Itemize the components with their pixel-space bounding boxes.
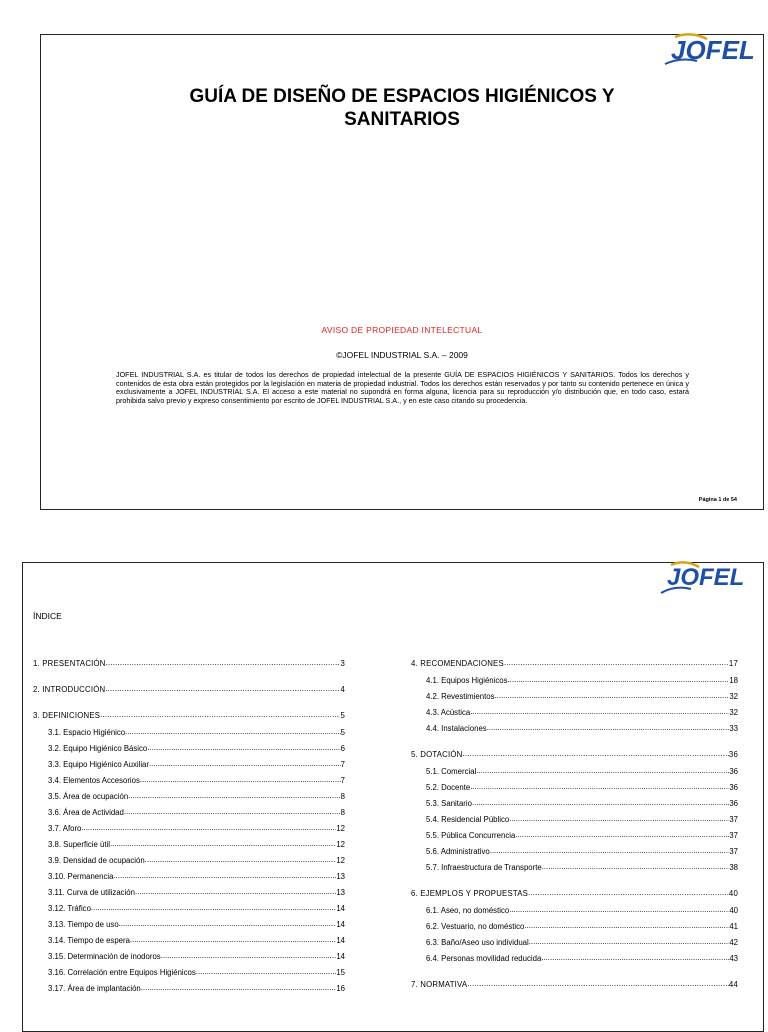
toc-entry[interactable] bbox=[33, 775, 345, 791]
toc-leader-dots bbox=[128, 791, 340, 799]
toc-entry[interactable] bbox=[411, 675, 738, 691]
toc-entry[interactable] bbox=[33, 823, 345, 839]
toc-entry[interactable] bbox=[411, 691, 738, 707]
toc-entry-label: 3.13. Tiempo de uso bbox=[48, 919, 119, 929]
toc-entry-page: 44 bbox=[728, 979, 738, 989]
notice-title: AVISO DE PROPIEDAD INTELECTUAL bbox=[321, 325, 483, 335]
toc-leader-dots bbox=[140, 775, 341, 783]
toc-entry-page: 3 bbox=[340, 658, 345, 668]
document-title-line1: GUÍA DE DISEÑO DE ESPACIOS HIGIÉNICOS Y bbox=[189, 86, 615, 107]
toc-entry[interactable] bbox=[411, 979, 738, 992]
toc-entry[interactable] bbox=[33, 919, 345, 935]
toc-leader-dots bbox=[476, 766, 729, 774]
toc-leader-dots bbox=[509, 905, 729, 913]
toc-entry-label: 3.8. Superficie útil bbox=[48, 839, 110, 849]
toc-entry-label: 2. INTRODUCCIÓN bbox=[33, 684, 106, 694]
toc-entry[interactable] bbox=[411, 814, 738, 830]
toc-entry[interactable] bbox=[411, 921, 738, 937]
toc-leader-dots bbox=[487, 723, 730, 731]
toc-leader-dots bbox=[145, 855, 337, 863]
toc-entry-page: 36 bbox=[728, 749, 738, 759]
toc-leader-dots bbox=[110, 839, 336, 847]
toc-entry-label: 7. NORMATIVA bbox=[411, 979, 468, 989]
toc-entry-page: 8 bbox=[340, 807, 345, 817]
toc-entry[interactable] bbox=[411, 830, 738, 846]
jofel-logo bbox=[657, 561, 747, 595]
toc-leader-dots bbox=[507, 675, 729, 683]
toc-entry[interactable] bbox=[411, 937, 738, 953]
toc-entry-page: 17 bbox=[728, 658, 738, 668]
toc-entry[interactable] bbox=[33, 791, 345, 807]
toc-entry-page: 15 bbox=[336, 967, 345, 977]
toc-leader-dots bbox=[91, 903, 336, 911]
toc-leader-dots bbox=[124, 807, 341, 815]
toc-entry-page: 13 bbox=[336, 887, 345, 897]
toc-entry[interactable] bbox=[33, 887, 345, 903]
toc-entry[interactable] bbox=[33, 967, 345, 983]
toc-entry[interactable] bbox=[411, 846, 738, 862]
toc-entry-label: 3.5. Área de ocupación bbox=[48, 791, 129, 801]
toc-entry-page: 7 bbox=[340, 759, 345, 769]
toc-entry-label: 1. PRESENTACIÓN bbox=[33, 658, 106, 668]
toc-entry[interactable] bbox=[33, 951, 345, 967]
toc-entry[interactable] bbox=[33, 839, 345, 855]
toc-entry[interactable] bbox=[33, 807, 345, 823]
toc-entry[interactable] bbox=[411, 723, 738, 739]
toc-leader-dots bbox=[105, 684, 340, 692]
toc-entry[interactable] bbox=[33, 871, 345, 887]
toc-leader-dots bbox=[541, 953, 729, 961]
toc-leader-dots bbox=[119, 919, 337, 927]
toc-entry-label: 3.7. Aforo bbox=[48, 823, 82, 833]
toc-entry[interactable] bbox=[33, 684, 345, 697]
toc-leader-dots bbox=[113, 871, 336, 879]
toc-entry-page: 43 bbox=[729, 953, 738, 963]
toc-entry-label: 4.3. Acústica bbox=[426, 707, 471, 717]
toc-entry[interactable] bbox=[33, 710, 345, 723]
toc-entry-page: 37 bbox=[729, 830, 738, 840]
toc-right-column bbox=[411, 658, 738, 1005]
svg-text:JOFEL: JOFEL bbox=[671, 35, 755, 65]
toc-entry[interactable] bbox=[411, 888, 738, 901]
toc-entry-label: 6.1. Aseo, no doméstico bbox=[426, 905, 510, 915]
document-title bbox=[41, 85, 763, 131]
toc-entry[interactable] bbox=[411, 749, 738, 762]
toc-entry[interactable] bbox=[411, 953, 738, 969]
page-number: Página 1 de 54 bbox=[698, 497, 737, 503]
toc-entry[interactable] bbox=[411, 862, 738, 878]
toc-leader-dots bbox=[470, 707, 729, 715]
toc-leader-dots bbox=[472, 798, 729, 806]
toc-leader-dots bbox=[147, 743, 340, 751]
toc-leader-dots bbox=[542, 862, 730, 870]
toc-leader-dots bbox=[504, 658, 729, 666]
toc-entry-label: 3.6. Área de Actividad bbox=[48, 807, 124, 817]
cover-page bbox=[40, 34, 764, 510]
toc-entry-page: 14 bbox=[336, 903, 345, 913]
toc-entry-page: 13 bbox=[336, 871, 345, 881]
toc-entry-label: 5.1. Comercial bbox=[426, 766, 477, 776]
toc-entry-label: 3. DEFINICIONES bbox=[33, 710, 101, 720]
toc-leader-dots bbox=[470, 782, 729, 790]
toc-entry-label: 4.4. Instalaciones bbox=[426, 723, 487, 733]
toc-entry[interactable] bbox=[411, 658, 738, 671]
toc-leader-dots bbox=[100, 710, 340, 718]
jofel-logo bbox=[661, 33, 757, 67]
toc-left-column bbox=[33, 658, 345, 999]
toc-leader-dots bbox=[196, 967, 337, 975]
toc-leader-dots bbox=[515, 830, 729, 838]
toc-leader-dots bbox=[125, 727, 341, 735]
toc-entry-label: 5.5. Pública Concurrencia bbox=[426, 830, 516, 840]
toc-entry-page: 18 bbox=[729, 675, 738, 685]
toc-entry-label: 6.3. Baño/Aseo uso individual bbox=[426, 937, 529, 947]
toc-entry[interactable] bbox=[411, 707, 738, 723]
toc-leader-dots bbox=[524, 921, 729, 929]
toc-entry-label: 6.4. Personas movilidad reducida bbox=[426, 953, 542, 963]
toc-leader-dots bbox=[130, 935, 336, 943]
notice-body: JOFEL INDUSTRIAL S.A. es titular de todos los derechos de propiedad intelectual de la presente GUÍA DE ESPACIOS HIGIÉNICOS Y SANITARIOS. Todos los derechos y contenidos de esta obra están protegidos por la legislación en materia de propiedad industrial. Todos los derechos están reservados y por tanto su contenido pertenece en única y exclusivamente a JOFEL INDUSTRIAL S.A. El acceso a este material no supondrá en forma alguna, licencia para su reproducción y/o distribución que, en todo caso, estará prohibida salvo previo y expreso consentimiento por escrito de JOFEL INDUSTRIAL S.A., y en este caso citando su procedencia. bbox=[116, 370, 689, 405]
toc-entry-page: 12 bbox=[336, 839, 345, 849]
toc-entry[interactable] bbox=[411, 782, 738, 798]
toc-entry-label: 3.16. Correlación entre Equipos Higiénicos bbox=[48, 967, 196, 977]
toc-entry-label: 3.2. Equipo Higiénico Básico bbox=[48, 743, 148, 753]
toc-entry[interactable] bbox=[33, 935, 345, 951]
toc-entry[interactable] bbox=[33, 855, 345, 871]
toc-entry-label: 3.14. Tiempo de espera bbox=[48, 935, 130, 945]
toc-entry[interactable] bbox=[411, 905, 738, 921]
toc-entry-page: 5 bbox=[340, 710, 345, 720]
copyright-line: ©JOFEL INDUSTRIAL S.A. – 2009 bbox=[336, 350, 468, 360]
toc-leader-dots bbox=[135, 887, 336, 895]
toc-entry-label: 3.15. Determinación de inodoros bbox=[48, 951, 161, 961]
toc-entry-page: 37 bbox=[729, 846, 738, 856]
toc-entry[interactable] bbox=[33, 983, 345, 999]
toc-entry-label: 3.9. Densidad de ocupación bbox=[48, 855, 145, 865]
toc-entry-label: 4.2. Revestimientos bbox=[426, 691, 495, 701]
toc-entry-page: 4 bbox=[340, 684, 345, 694]
toc-entry-label: 3.1. Espacio Higiénico bbox=[48, 727, 126, 737]
index-title: ÍNDICE bbox=[33, 611, 62, 621]
toc-entry-label: 6.2. Vestuario, no doméstico bbox=[426, 921, 525, 931]
toc-entry-label: 5. DOTACIÓN bbox=[411, 749, 463, 759]
toc-entry[interactable] bbox=[33, 759, 345, 775]
toc-leader-dots bbox=[467, 979, 729, 987]
toc-entry[interactable] bbox=[411, 798, 738, 814]
toc-entry-label: 3.17. Área de implantación bbox=[48, 983, 141, 993]
toc-leader-dots bbox=[161, 951, 337, 959]
document-title-line2: SANITARIOS bbox=[344, 109, 460, 130]
toc-entry-page: 33 bbox=[729, 723, 738, 733]
toc-entry-label: 5.3. Sanitario bbox=[426, 798, 472, 808]
toc-entry-page: 7 bbox=[340, 775, 345, 785]
toc-leader-dots bbox=[106, 658, 341, 666]
toc-entry-page: 12 bbox=[336, 823, 345, 833]
toc-entry-label: 3.4. Elementos Accesorios bbox=[48, 775, 140, 785]
toc-entry-page: 16 bbox=[336, 983, 345, 993]
toc-entry[interactable] bbox=[411, 766, 738, 782]
toc-entry-page: 14 bbox=[336, 935, 345, 945]
toc-entry-label: 5.6. Administrativo bbox=[426, 846, 490, 856]
toc-leader-dots bbox=[141, 983, 337, 991]
toc-leader-dots bbox=[509, 814, 729, 822]
toc-entry-label: 4. RECOMENDACIONES bbox=[411, 658, 504, 668]
toc-leader-dots bbox=[462, 749, 728, 757]
toc-entry-page: 36 bbox=[729, 782, 738, 792]
toc-entry-page: 8 bbox=[340, 791, 345, 801]
toc-entry[interactable] bbox=[33, 727, 345, 743]
toc-entry-label: 3.10. Permanencia bbox=[48, 871, 114, 881]
toc-entry-page: 36 bbox=[729, 766, 738, 776]
toc-leader-dots bbox=[529, 937, 730, 945]
toc-entry-page: 14 bbox=[336, 951, 345, 961]
toc-entry-page: 40 bbox=[728, 888, 738, 898]
toc-entry-label: 4.1. Equipos Higiénicos bbox=[426, 675, 508, 685]
toc-entry-page: 42 bbox=[729, 937, 738, 947]
toc-entry-page: 32 bbox=[729, 691, 738, 701]
toc-entry-page: 32 bbox=[729, 707, 738, 717]
toc-entry-page: 38 bbox=[729, 862, 738, 872]
toc-entry-page: 5 bbox=[340, 727, 345, 737]
index-page bbox=[22, 562, 764, 1032]
toc-entry-page: 37 bbox=[729, 814, 738, 824]
toc-entry-page: 40 bbox=[729, 905, 738, 915]
toc-entry-page: 41 bbox=[729, 921, 738, 931]
toc-entry-page: 12 bbox=[336, 855, 345, 865]
toc-entry-label: 3.12. Tráfico bbox=[48, 903, 91, 913]
svg-text:JOFEL: JOFEL bbox=[667, 564, 745, 591]
toc-leader-dots bbox=[149, 759, 341, 767]
toc-entry-label: 3.11. Curva de utilización bbox=[48, 887, 135, 897]
toc-entry-label: 3.3. Equipo Higiénico Auxiliar bbox=[48, 759, 149, 769]
toc-entry[interactable] bbox=[33, 743, 345, 759]
toc-leader-dots bbox=[81, 823, 336, 831]
toc-entry-page: 6 bbox=[340, 743, 345, 753]
toc-leader-dots bbox=[494, 691, 729, 699]
toc-entry-page: 14 bbox=[336, 919, 345, 929]
toc-leader-dots bbox=[528, 888, 729, 896]
toc-entry[interactable] bbox=[33, 658, 345, 671]
toc-entry-label: 5.4. Residencial Público bbox=[426, 814, 510, 824]
toc-entry-label: 6. EJEMPLOS Y PROPUESTAS bbox=[411, 888, 529, 898]
toc-entry-label: 5.7. Infraestructura de Transporte bbox=[426, 862, 542, 872]
toc-entry[interactable] bbox=[33, 903, 345, 919]
toc-leader-dots bbox=[490, 846, 730, 854]
toc-entry-label: 5.2. Docente bbox=[426, 782, 471, 792]
toc-entry-page: 36 bbox=[729, 798, 738, 808]
